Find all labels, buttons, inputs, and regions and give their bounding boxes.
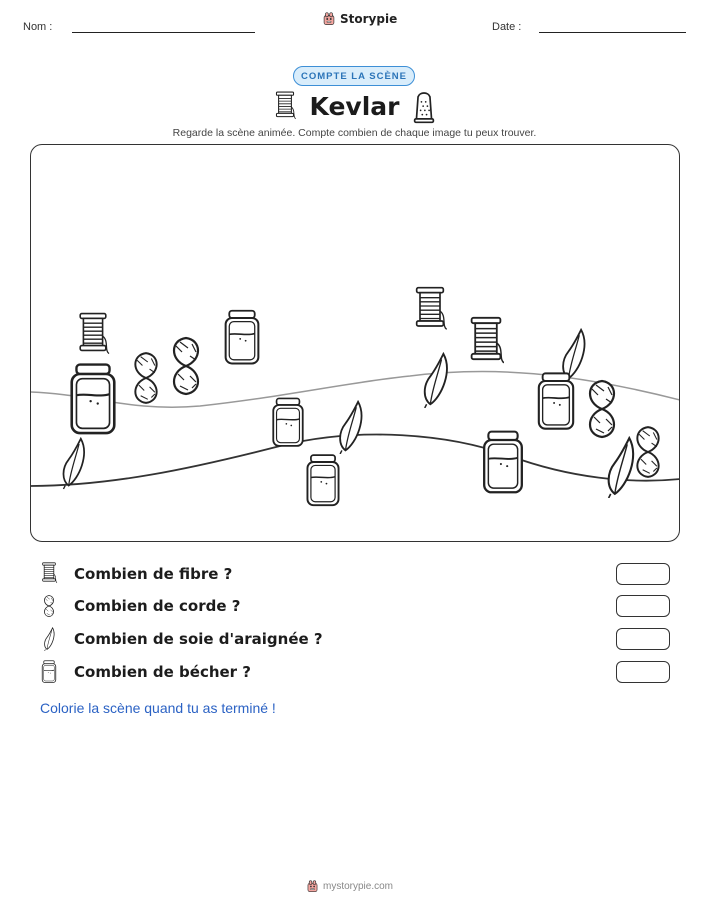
name-field-line[interactable] [72, 32, 255, 33]
thimble-icon [411, 90, 437, 124]
question-text: Combien de fibre ? [74, 565, 233, 583]
spider-silk-icon [424, 353, 446, 407]
thread-spool-icon [38, 562, 60, 586]
question-text: Combien de corde ? [74, 597, 241, 615]
hill-front-line [30, 434, 680, 485]
rope-knot-icon [38, 594, 60, 618]
mascot-icon [306, 880, 319, 893]
color-instruction: Colorie la scène quand tu as terminé ! [40, 700, 276, 716]
beaker-jar-icon [225, 310, 258, 363]
question-row-soie [38, 626, 670, 652]
hill-back-line [30, 371, 680, 407]
thread-spool-icon [416, 287, 446, 329]
mascot-icon [322, 12, 336, 26]
question-row-becher [38, 659, 670, 685]
rope-knot-icon [135, 353, 156, 403]
activity-badge: COMPTE LA SCÈNE [293, 66, 415, 86]
answer-box-becher[interactable] [616, 661, 670, 683]
page-title: Kevlar [309, 92, 400, 121]
question-text: Combien de soie d'araignée ? [74, 630, 323, 648]
brand-name: Storypie [340, 12, 398, 26]
beaker-jar-icon [538, 373, 572, 428]
rope-knot-icon [590, 381, 614, 437]
rope-knot-icon [637, 427, 658, 477]
rope-knot-icon [174, 338, 198, 394]
question-text: Combien de bécher ? [74, 663, 252, 681]
beaker-jar-icon [307, 455, 338, 505]
answer-box-soie[interactable] [616, 628, 670, 650]
date-label: Date : [492, 21, 522, 33]
question-row-corde [38, 593, 670, 619]
beaker-jar-icon [38, 660, 60, 684]
site-footer [306, 880, 393, 893]
name-label: Nom : [23, 21, 53, 33]
counting-scene [30, 144, 680, 542]
footer-url: mystorypie.com [323, 881, 394, 892]
date-field-line[interactable] [539, 32, 686, 33]
spider-silk-icon [63, 438, 84, 488]
thread-spool-icon [471, 317, 503, 362]
instructions-text: Regarde la scène animée. Compte combien de chaque image tu peux trouver. [172, 127, 537, 139]
spider-silk-icon [340, 401, 361, 453]
beaker-jar-icon [273, 398, 302, 445]
beaker-jar-icon [484, 431, 522, 492]
thread-spool-icon [80, 313, 109, 353]
beaker-jar-icon [71, 364, 114, 433]
spider-silk-icon [38, 627, 60, 651]
spider-silk-icon [608, 438, 633, 498]
answer-box-fibre[interactable] [616, 563, 670, 585]
answer-box-corde[interactable] [616, 595, 670, 617]
brand-logo [322, 12, 397, 26]
question-row-fibre [38, 561, 670, 587]
